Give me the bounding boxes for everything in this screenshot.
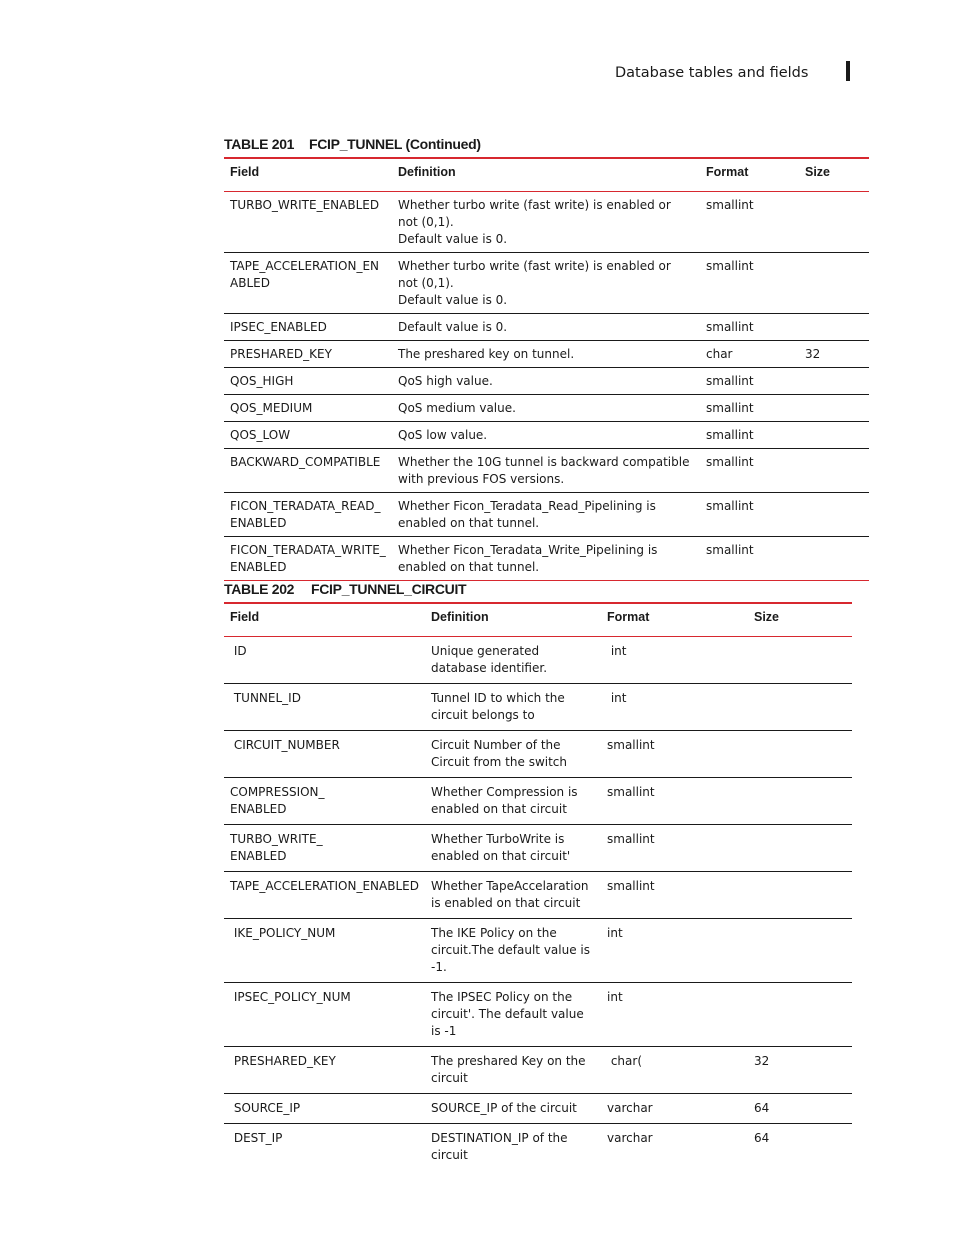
table-cell — [748, 637, 852, 684]
table-cell: TURBO_WRITE_ENABLED — [224, 192, 392, 253]
table-cell: IPSEC_ENABLED — [224, 314, 392, 341]
table-cell — [748, 825, 852, 872]
table-row — [224, 731, 852, 778]
table-cell: QoS medium value. — [392, 395, 700, 422]
table-202-header-row — [224, 603, 852, 637]
table-cell: QOS_LOW — [224, 422, 392, 449]
table-202-column-header: Field — [224, 603, 425, 637]
table-cell: 32 — [748, 1047, 852, 1094]
table-row — [224, 983, 852, 1047]
table-201 — [224, 157, 869, 581]
table-cell: IKE_POLICY_NUM — [224, 919, 425, 983]
table-cell — [748, 919, 852, 983]
table-cell — [748, 684, 852, 731]
table-cell: int — [601, 919, 748, 983]
table-cell: smallint — [700, 192, 799, 253]
table-cell — [748, 731, 852, 778]
table-row — [224, 1124, 852, 1171]
table-cell: smallint — [700, 314, 799, 341]
table-cell: smallint — [601, 825, 748, 872]
table-201-title: FCIP_TUNNEL (Continued) — [309, 136, 481, 152]
table-cell — [799, 537, 869, 581]
table-cell: DEST_IP — [230, 1131, 283, 1145]
table-cell — [799, 253, 869, 314]
table-cell: Whether Compression is enabled on that circuit — [425, 778, 601, 825]
chapter-marker-bar — [846, 61, 850, 81]
table-cell: ID — [224, 637, 425, 684]
table-cell: Default value is 0. — [392, 314, 700, 341]
table-cell: Circuit Number of the Circuit from the switch — [425, 731, 601, 778]
table-cell: smallint — [700, 422, 799, 449]
table-cell: int — [601, 684, 748, 731]
table-cell — [799, 422, 869, 449]
table-row — [224, 422, 869, 449]
table-cell: 64 — [748, 1094, 852, 1124]
table-cell: TURBO_WRITE_ ENABLED — [224, 825, 425, 872]
table-201-column-header: Definition — [392, 158, 700, 192]
table-row — [224, 314, 869, 341]
table-201-caption — [224, 136, 481, 152]
table-202-column-header: Size — [748, 603, 852, 637]
table-cell: smallint — [700, 368, 799, 395]
table-cell — [748, 778, 852, 825]
table-cell — [799, 395, 869, 422]
table-201-column-header: Format — [700, 158, 799, 192]
table-row — [224, 395, 869, 422]
table-202-title: FCIP_TUNNEL_CIRCUIT — [311, 581, 467, 597]
table-cell: IPSEC_POLICY_NUM — [224, 983, 425, 1047]
table-cell: QOS_MEDIUM — [224, 395, 392, 422]
table-cell: Whether TapeAccelaration is enabled on that circuit — [425, 872, 601, 919]
table-row — [224, 341, 869, 368]
table-cell — [799, 493, 869, 537]
table-cell: TUNNEL_ID — [224, 684, 425, 731]
table-row — [224, 1094, 852, 1124]
table-cell: smallint — [700, 449, 799, 493]
table-row — [224, 778, 852, 825]
table-cell: varchar — [607, 1131, 653, 1145]
table-202-column-header: Format — [601, 603, 748, 637]
table-cell — [748, 983, 852, 1047]
table-row — [224, 684, 852, 731]
page-header-title: Database tables and fields — [615, 65, 809, 81]
table-cell: TAPE_ACCELERATION_ENABLED — [224, 253, 392, 314]
table-202-caption — [224, 581, 467, 597]
table-row — [224, 449, 869, 493]
table-cell: smallint — [601, 731, 748, 778]
table-cell: smallint — [700, 253, 799, 314]
table-cell: FICON_TERADATA_READ_ENABLED — [224, 493, 392, 537]
table-row — [224, 493, 869, 537]
table-202-number: TABLE 202 — [224, 581, 295, 597]
table-cell: Unique generated database identifier. — [425, 637, 601, 684]
table-cell: smallint — [601, 872, 748, 919]
table-cell: smallint — [700, 493, 799, 537]
table-201-column-header: Field — [224, 158, 392, 192]
table-cell: TAPE_ACCELERATION_ENABLED — [224, 872, 425, 919]
table-cell: smallint — [700, 395, 799, 422]
table-cell: FICON_TERADATA_WRITE_ENABLED — [224, 537, 392, 581]
table-cell: char — [700, 341, 799, 368]
table-cell: smallint — [700, 537, 799, 581]
table-cell: QoS high value. — [392, 368, 700, 395]
table-cell: Whether Ficon_Teradata_Read_Pipelining is enabled on that tunnel. — [392, 493, 700, 537]
table-cell — [799, 314, 869, 341]
table-cell: varchar — [601, 1094, 748, 1124]
table-cell: 64 — [754, 1131, 770, 1145]
table-cell: Whether TurboWrite is enabled on that circuit' — [425, 825, 601, 872]
table-cell: The preshared key on tunnel. — [392, 341, 700, 368]
table-cell: The preshared Key on the circuit — [425, 1047, 601, 1094]
table-cell: smallint — [601, 778, 748, 825]
table-cell: char( — [601, 1047, 748, 1094]
table-cell: BACKWARD_COMPATIBLE — [224, 449, 392, 493]
table-cell: QOS_HIGH — [224, 368, 392, 395]
table-cell: int — [601, 637, 748, 684]
table-cell: The IPSEC Policy on the circuit'. The default value is -1 — [425, 983, 601, 1047]
table-cell: Whether the 10G tunnel is backward compatible with previous FOS versions. — [392, 449, 700, 493]
table-row — [224, 637, 852, 684]
table-cell: PRESHARED_KEY — [224, 341, 392, 368]
table-202 — [224, 602, 852, 1170]
table-cell: SOURCE_IP — [224, 1094, 425, 1124]
table-row — [224, 537, 869, 581]
table-row — [224, 253, 869, 314]
table-cell: Whether turbo write (fast write) is enabled or not (0,1). Default value is 0. — [392, 253, 700, 314]
table-row — [224, 192, 869, 253]
table-cell: COMPRESSION_ ENABLED — [224, 778, 425, 825]
table-cell: Whether Ficon_Teradata_Write_Pipelining is enabled on that tunnel. — [392, 537, 700, 581]
table-row — [224, 825, 852, 872]
table-cell: SOURCE_IP of the circuit — [425, 1094, 601, 1124]
table-201-column-header: Size — [799, 158, 869, 192]
table-201-number: TABLE 201 — [224, 136, 295, 152]
table-cell: Tunnel ID to which the circuit belongs to — [425, 684, 601, 731]
table-cell — [748, 872, 852, 919]
table-202-column-header: Definition — [425, 603, 601, 637]
table-row — [224, 368, 869, 395]
table-cell: int — [601, 983, 748, 1047]
table-cell: 32 — [799, 341, 869, 368]
table-cell — [799, 449, 869, 493]
table-cell: CIRCUIT_NUMBER — [224, 731, 425, 778]
table-cell: Whether turbo write (fast write) is enabled or not (0,1). Default value is 0. — [392, 192, 700, 253]
table-cell: DESTINATION_IP of the circuit — [431, 1131, 572, 1162]
table-cell: The IKE Policy on the circuit.The default value is -1. — [425, 919, 601, 983]
table-cell: QoS low value. — [392, 422, 700, 449]
table-row — [224, 872, 852, 919]
table-cell — [799, 192, 869, 253]
table-cell — [799, 368, 869, 395]
table-cell: PRESHARED_KEY — [224, 1047, 425, 1094]
table-row — [224, 919, 852, 983]
table-row — [224, 1047, 852, 1094]
table-201-header-row — [224, 158, 869, 192]
